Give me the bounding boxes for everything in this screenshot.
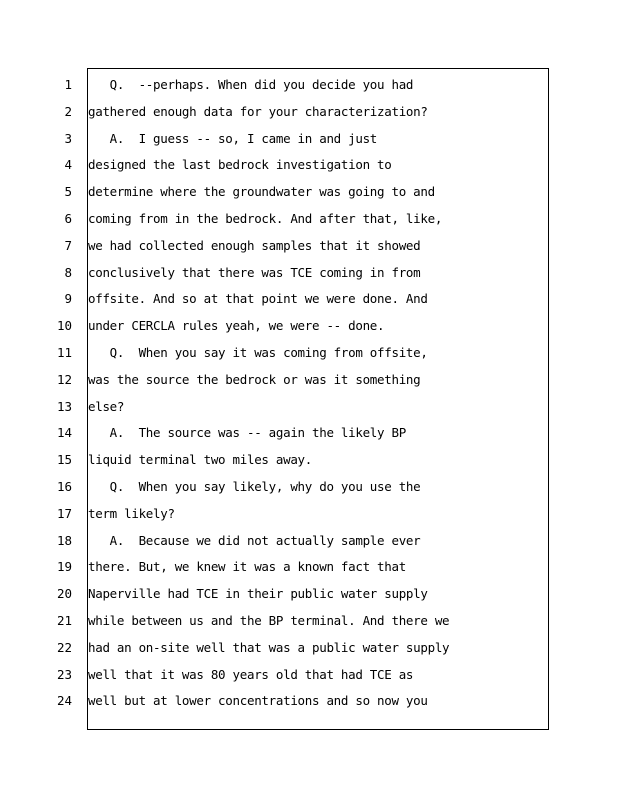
line-number: 7 — [64, 238, 72, 253]
line-number: 9 — [64, 291, 72, 306]
line-text: had an on-site well that was a public water supply — [88, 640, 450, 655]
line-number: 5 — [64, 184, 72, 199]
line-number: 3 — [64, 131, 72, 146]
line-text: under CERCLA rules yeah, we were -- done. — [88, 318, 385, 333]
line-text: term likely? — [88, 506, 175, 521]
line-text: while between us and the BP terminal. And there we — [88, 613, 450, 628]
line-number: 24 — [56, 693, 72, 708]
line-text: Q. When you say likely, why do you use the — [88, 479, 421, 494]
line-text: offsite. And so at that point we were done. And — [88, 291, 428, 306]
line-text: we had collected enough samples that it showed — [88, 238, 421, 253]
line-number: 16 — [56, 479, 72, 494]
line-number: 19 — [56, 559, 72, 574]
line-number: 22 — [56, 640, 72, 655]
line-text: conclusively that there was TCE coming in from — [88, 265, 421, 280]
line-number: 4 — [64, 157, 72, 172]
line-text: gathered enough data for your characterization? — [88, 104, 428, 119]
line-text: A. The source was -- again the likely BP — [88, 425, 406, 440]
line-number: 2 — [64, 104, 72, 119]
line-text: was the source the bedrock or was it something — [88, 372, 421, 387]
line-text: there. But, we knew it was a known fact that — [88, 559, 406, 574]
line-text: else? — [88, 399, 125, 414]
line-number: 21 — [56, 613, 72, 628]
line-text: well but at lower concentrations and so now you — [88, 693, 428, 708]
line-number: 10 — [56, 318, 72, 333]
line-text: A. I guess -- so, I came in and just — [88, 131, 378, 146]
line-number: 20 — [56, 586, 72, 601]
line-text: coming from in the bedrock. And after that, like, — [88, 211, 443, 226]
line-number: 18 — [56, 533, 72, 548]
line-text: A. Because we did not actually sample ever — [88, 533, 421, 548]
line-number: 15 — [56, 452, 72, 467]
line-text: Q. --perhaps. When did you decide you had — [88, 77, 414, 92]
line-number: 13 — [56, 399, 72, 414]
line-text: determine where the groundwater was going to and — [88, 184, 435, 199]
line-number: 6 — [64, 211, 72, 226]
line-text: liquid terminal two miles away. — [88, 452, 312, 467]
line-number: 12 — [56, 372, 72, 387]
line-text: well that it was 80 years old that had TCE as — [88, 667, 414, 682]
line-number: 1 — [64, 77, 72, 92]
line-number: 23 — [56, 667, 72, 682]
line-number: 14 — [56, 425, 72, 440]
line-text: Naperville had TCE in their public water supply — [88, 586, 428, 601]
line-number: 8 — [64, 265, 72, 280]
line-text: designed the last bedrock investigation to — [88, 157, 392, 172]
line-number: 11 — [56, 345, 72, 360]
line-number: 17 — [56, 506, 72, 521]
line-text: Q. When you say it was coming from offsite, — [88, 345, 428, 360]
